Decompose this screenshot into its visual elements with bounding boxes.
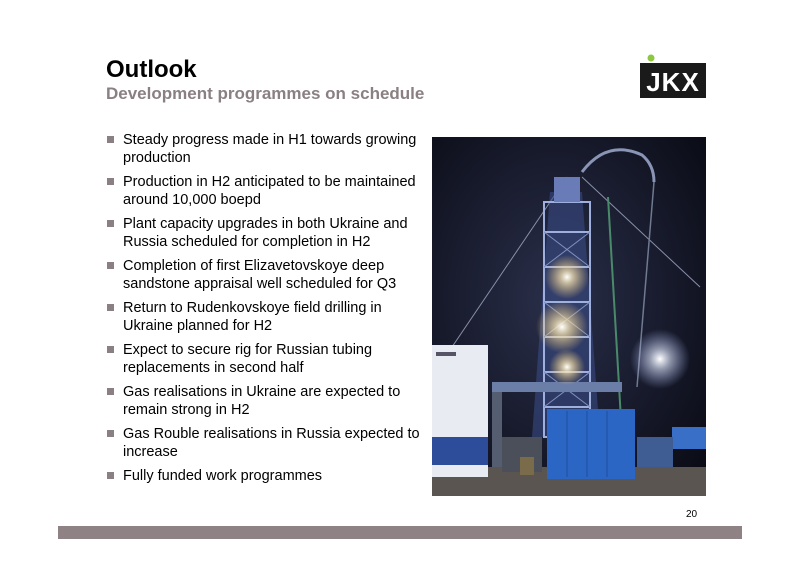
svg-text:JKX: JKX [646, 67, 700, 97]
bullet-item: Fully funded work programmes [106, 467, 426, 485]
bullet-item: Expect to secure rig for Russian tubing replacements in second half [106, 341, 426, 377]
slide-title: Outlook [106, 56, 197, 83]
jkx-logo [640, 54, 706, 98]
bullet-square-icon [107, 346, 114, 353]
bullet-square-icon [107, 136, 114, 143]
drilling-rig-photo [432, 137, 706, 496]
page-number: 20 [686, 509, 698, 520]
bullet-item: Plant capacity upgrades in both Ukraine and Russia scheduled for completion in H2 [106, 215, 426, 251]
bullet-square-icon [107, 220, 114, 227]
bullet-item: Completion of first Elizavetovskoye deep sandstone appraisal well scheduled for Q3 [106, 257, 426, 293]
bullet-item: Gas realisations in Ukraine are expected to remain strong in H2 [106, 383, 426, 419]
bullet-list [106, 131, 426, 491]
bullet-item: Production in H2 anticipated to be maintained around 10,000 boepd [106, 173, 426, 209]
bullet-item: Steady progress made in H1 towards growing production [106, 131, 426, 167]
bullet-square-icon [107, 430, 114, 437]
slide-subtitle: Development programmes on schedule [106, 84, 425, 103]
bullet-square-icon [107, 178, 114, 185]
bullet-item: Gas Rouble realisations in Russia expected to increase [106, 425, 426, 461]
bullet-square-icon [107, 472, 114, 479]
bullet-square-icon [107, 388, 114, 395]
bullet-item: Return to Rudenkovskoye field drilling in Ukraine planned for H2 [106, 299, 426, 335]
bullet-square-icon [107, 304, 114, 311]
bullet-square-icon [107, 262, 114, 269]
footer-bar [58, 526, 742, 539]
